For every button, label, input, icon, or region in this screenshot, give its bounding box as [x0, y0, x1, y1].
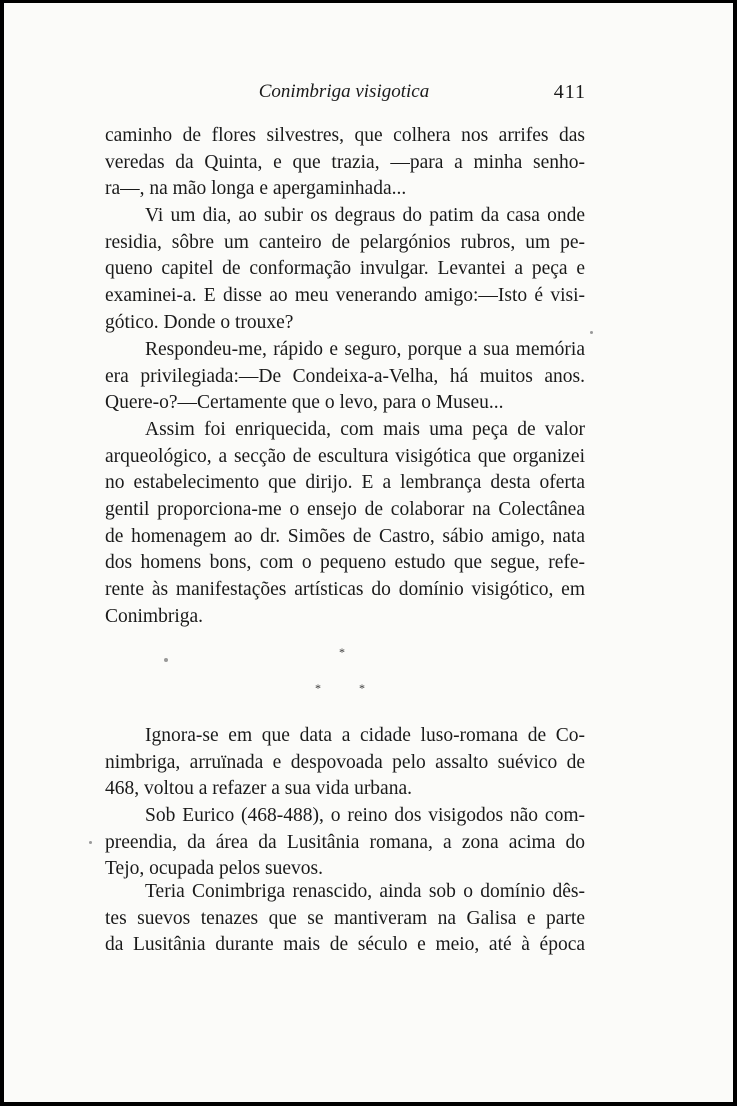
paragraph-2: [105, 203, 585, 336]
text-line: dos homens bons, com o pequeno estudo que segue, refe-: [105, 552, 585, 574]
text-line: Ignora-se em que data a cidade luso-romana de Co-: [145, 725, 585, 746]
text-line: rente às manifestações artísticas do domínio visigótico, em: [105, 579, 585, 601]
text-line: gentil proporciona-me o ensejo de colaborar na Colectânea: [105, 499, 585, 521]
paragraph-5: [105, 723, 585, 803]
text-line: queno capitel de conformação invulgar. Levantei a peça e: [105, 258, 585, 280]
paragraph-1: [105, 123, 585, 203]
page-header: [104, 79, 584, 109]
text-line: Respondeu-me, rápido e seguro, porque a sua memória: [145, 339, 585, 360]
text-line: preendia, da área da Lusitânia romana, a zona acima do: [105, 831, 585, 853]
scan-speck: [164, 658, 168, 662]
asterisk-mark: *: [339, 645, 345, 659]
section-separator: [244, 643, 444, 703]
text-line: Assim foi enriquecida, com mais uma peça de valor: [145, 419, 585, 440]
text-line: tes suevos tenazes que se mantiveram na Galisa e parte: [105, 907, 585, 929]
paragraph-6: [105, 803, 585, 883]
text-line: 468, voltou a refazer a sua vida urbana.: [105, 778, 412, 800]
text-line: gótico. Donde o trouxe?: [105, 311, 294, 333]
text-line: de homenagem ao dr. Simões de Castro, sábio amigo, nata: [105, 525, 585, 547]
asterisk-mark: *: [315, 681, 321, 695]
asterisk-mark: *: [359, 681, 365, 695]
book-page: [4, 3, 733, 1102]
scan-speck: [89, 841, 92, 844]
text-line: examinei-a. E disse ao meu venerando amigo:—Isto é visi-: [105, 285, 585, 307]
text-line: era privilegiada:—De Condeixa-a-Velha, há muitos anos.: [105, 365, 585, 387]
text-line: no estabelecimento que dirijo. E a lembrança desta oferta: [105, 472, 585, 494]
text-line: Vi um dia, ao subir os degraus do patim da casa onde: [145, 205, 585, 226]
page-number: 411: [553, 81, 586, 103]
text-line: Conimbriga.: [105, 605, 204, 627]
paragraph-3: [105, 337, 585, 417]
scan-speck: [590, 331, 593, 334]
paragraph-4: [105, 417, 585, 631]
text-line: Sob Eurico (468-488), o reino dos visigodos não com-: [145, 805, 585, 826]
text-line: arqueológico, a secção de escultura visigótica que organizei: [105, 445, 585, 467]
text-line: Tejo, ocupada pelos suevos.: [105, 858, 323, 880]
text-line: veredas da Quinta, e que trazia, —para a minha senho-: [105, 151, 585, 173]
text-line: Quere-o?—Certamente que o levo, para o Museu...: [105, 392, 504, 414]
text-line: nimbriga, arruïnada e despovoada pelo assalto suévico de: [105, 751, 585, 773]
text-line: Teria Conimbriga renascido, ainda sob o domínio dês-: [145, 881, 585, 902]
text-line: caminho de flores silvestres, que colhera nos arrifes das: [105, 125, 585, 146]
text-line: residia, sôbre um canteiro de pelargónios rubros, um pe-: [105, 231, 585, 253]
text-line: da Lusitânia durante mais de século e meio, até à época: [105, 934, 585, 956]
text-line: ra—, na mão longa e apergaminhada...: [105, 178, 407, 200]
running-title: Conimbriga visigotica: [258, 81, 430, 102]
paragraph-7: [105, 879, 585, 959]
